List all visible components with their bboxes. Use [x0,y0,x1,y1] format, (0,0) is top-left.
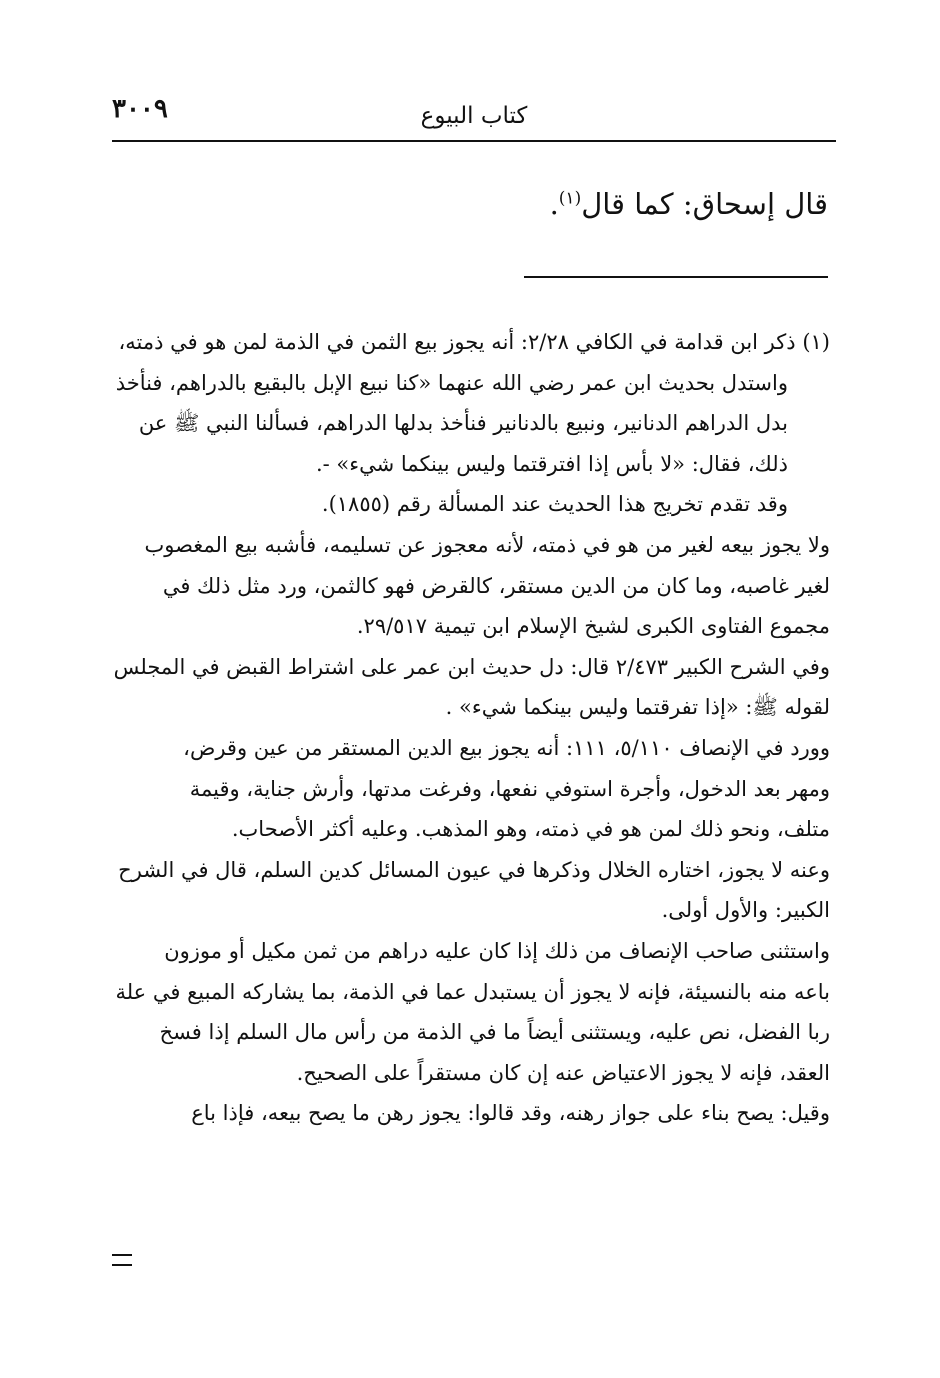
footnote-line: ذلك، فقال: «لا بأس إذا افترقتما وليس بينكما شيء» -. [315,451,788,476]
page-number: ٣٠٠٩ [112,94,168,124]
footnote-line: العقد، فإنه لا يجوز الاعتياض عنه إن كان مستقراً على الصحيح. [296,1060,830,1085]
footnote-line: لغير غاصبه، وما كان من الدين مستقر، كالقرض فهو كالثمن، ورد مثل ذلك في [162,573,830,598]
main-text-end: . [549,187,559,221]
header-rule [112,140,836,142]
running-header [112,92,836,140]
footnote-line: ولا يجوز بيعه لغير من هو في ذمته، لأنه معجوز عن تسليمه، فأشبه بيع المغصوب [144,532,830,557]
header-title: كتاب البيوع [420,103,528,129]
footnote-separator [524,276,828,278]
footnote-line [108,322,830,363]
footnote-line-text: ذكر ابن قدامة في الكافي ٢/٢٨: أنه يجوز بيع الثمن في الذمة لمن هو في ذمته، [118,330,796,354]
footnote-reference: (١) [558,188,582,209]
footnote-line: باعه منه بالنسيئة، فإنه لا يجوز أن يستبدل عما في الذمة، بما يشاركه المبيع في علة [115,979,830,1004]
footnote-line: وعنه لا يجوز، اختاره الخلال وذكرها في عيون المسائل كدين السلم، قال في الشرح [118,857,830,882]
footnotes [108,322,830,1134]
main-text-body: قال إسحاق: كما قال [581,187,828,221]
footnote-line: ربا الفضل، نص عليه، ويستثنى أيضاً ما في الذمة من رأس مال السلم إذا فسخ [159,1020,830,1045]
footnote-line: متلف، ونحو ذلك لمن هو في ذمته، وهو المذهب. وعليه أكثر الأصحاب. [231,817,830,842]
footnote-line: وقيل: يصح بناء على جواز رهنه، وقد قالوا: يجوز رهن ما يصح بيعه، فإذا باع [191,1101,830,1126]
footnote-line: وفي الشرح الكبير ٢/٤٧٣ قال: دل حديث ابن عمر على اشتراط القبض في المجلس [113,654,830,679]
footnote-line: لقوله ﷺ: «إذا تفرقتما وليس بينكما شيء» . [445,695,830,720]
footnote-line: واستثنى صاحب الإنصاف من ذلك إذا كان عليه دراهم من ثمن مكيل أو موزون [164,938,830,963]
footnote-line: بدل الدراهم الدنانير، ونبيع بالدنانير فنأخذ بدلها الدراهم، فسألنا النبي ﷺ عن [138,411,788,436]
footnote-line: وقد تقدم تخريج هذا الحديث عند المسألة رقم (١٨٥٥). [321,492,788,517]
footnote-line: واستدل بحديث ابن عمر رضي الله عنهما «كنا نبيع الإبل بالبقيع بالدراهم، فنأخذ [115,370,788,395]
main-text [128,182,828,226]
footnote-line: الكبير: والأول أولى. [661,898,830,923]
continuation-mark [112,1254,132,1266]
footnote-line: وورد في الإنصاف ٥/١١٠، ١١١: أنه يجوز بيع الدين المستقر من عين وقرض، [183,735,830,760]
footnote-line: ومهر بعد الدخول، وأجرة استوفي نفعها، وفرغت مدتها، وأرش جناية، وقيمة [189,776,830,801]
footnote-number: (١) [802,330,830,354]
footnote-line: مجموع الفتاوى الكبرى لشيخ الإسلام ابن تيمية ٢٩/٥١٧. [356,614,830,639]
